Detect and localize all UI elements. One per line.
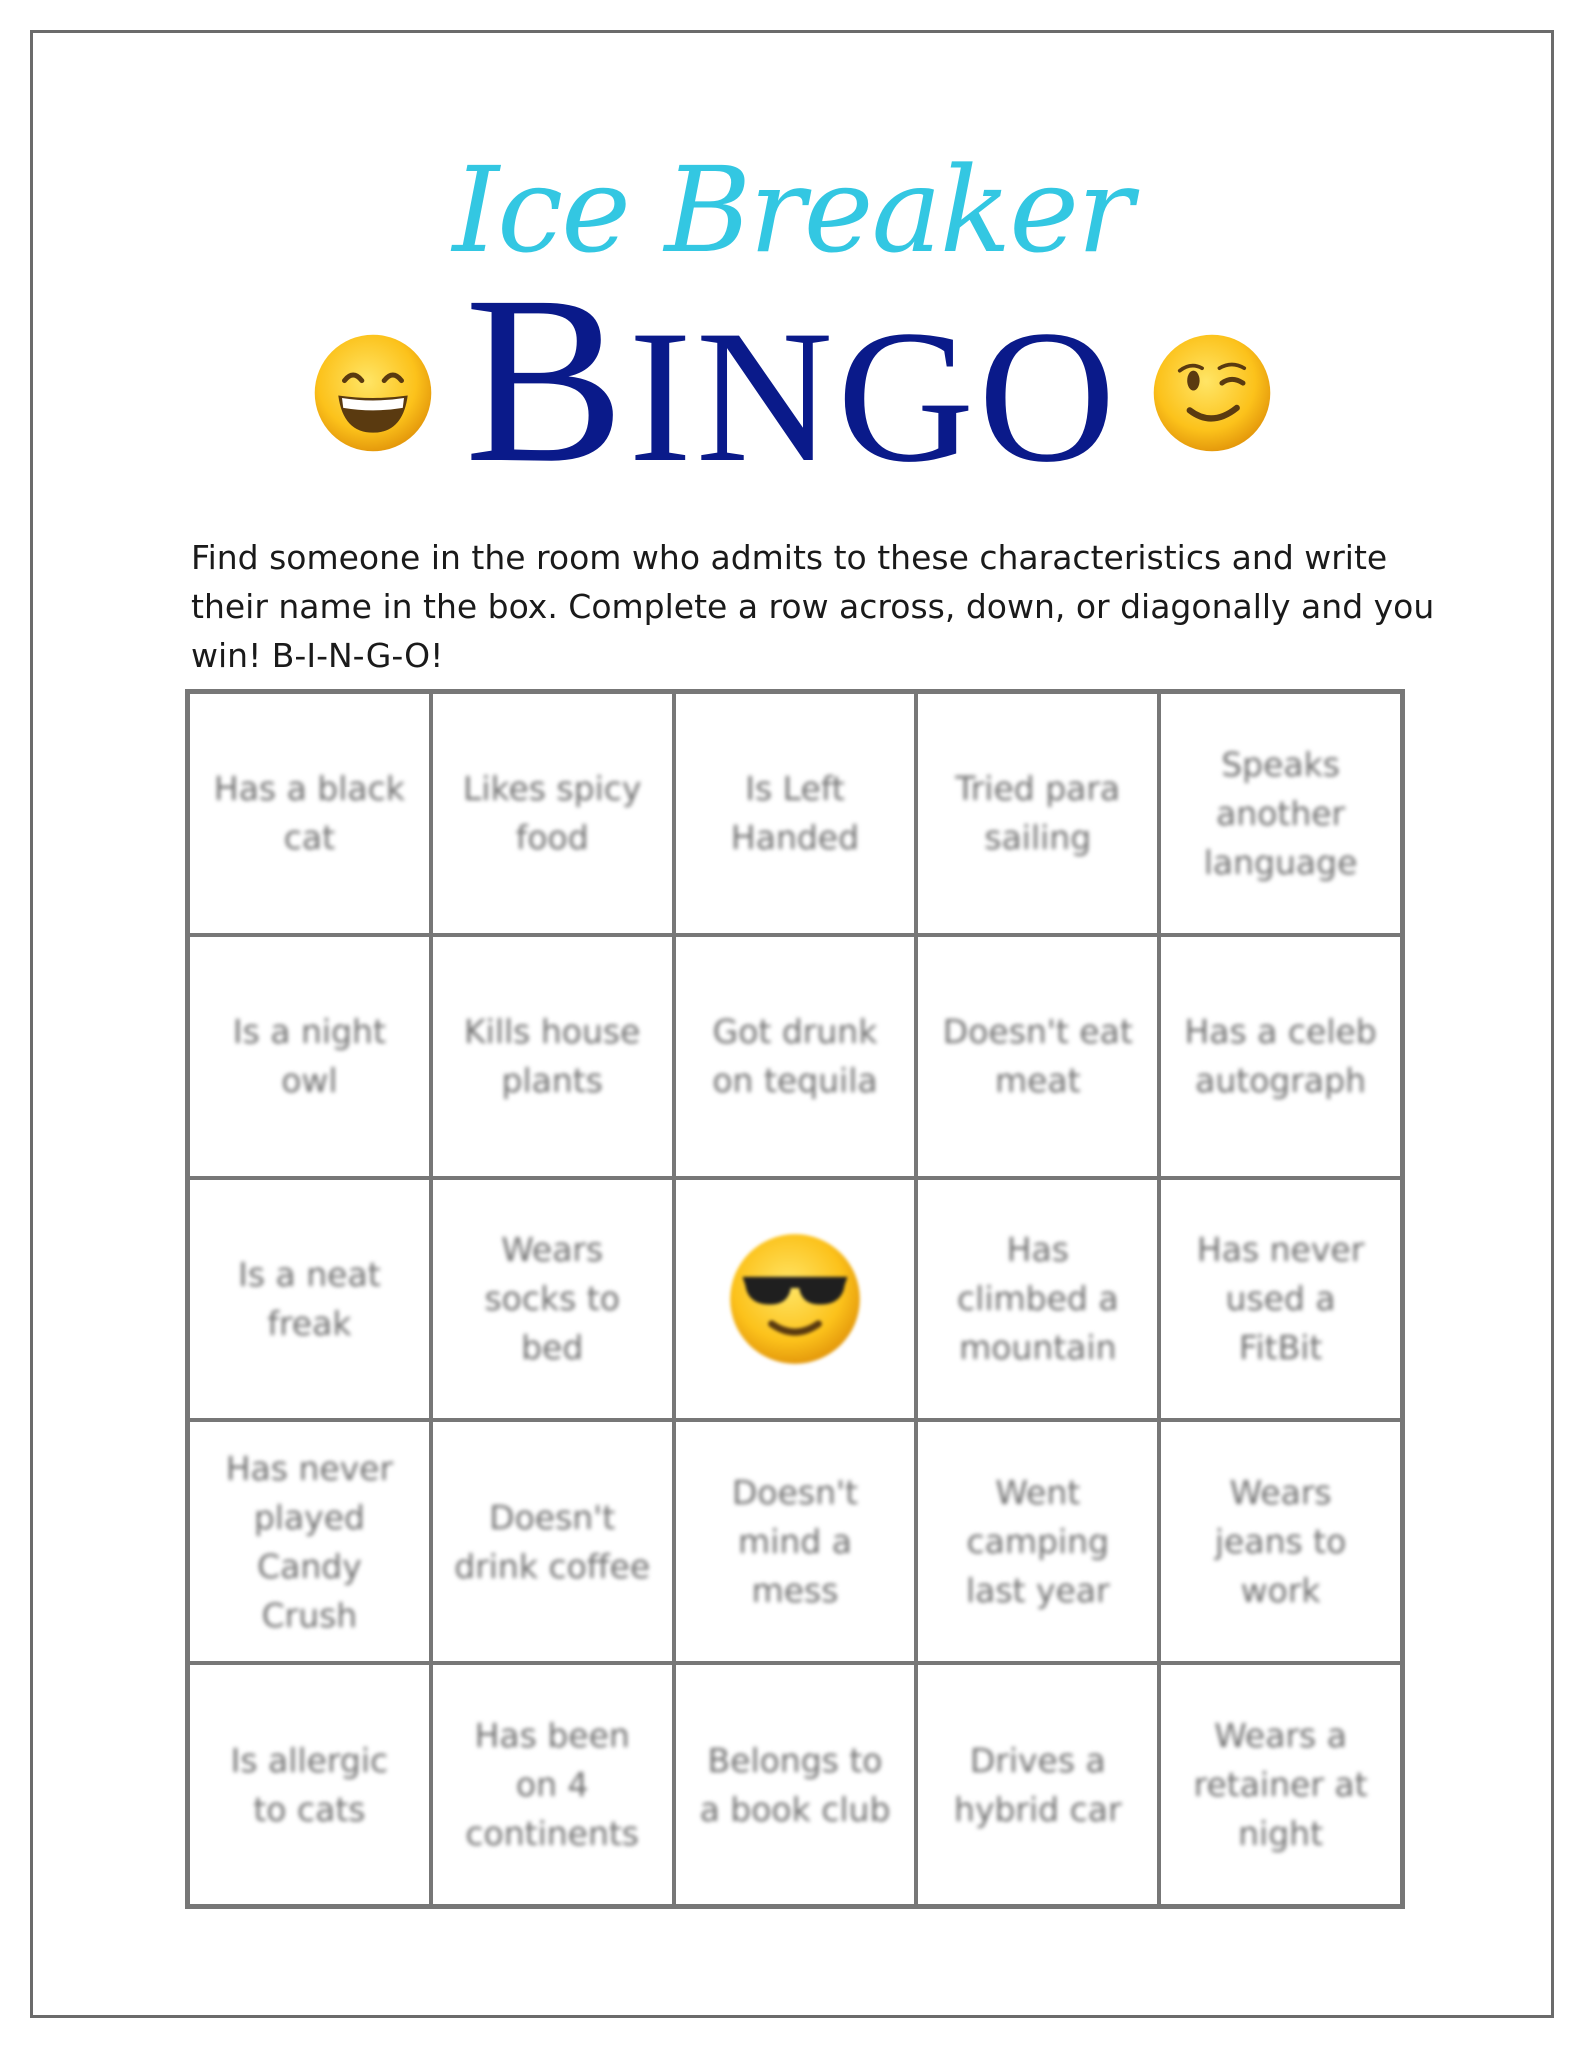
cell-label: Doesn't mind a mess bbox=[731, 1473, 858, 1611]
bingo-cell[interactable] bbox=[431, 692, 674, 935]
cell-label: Went camping last year bbox=[965, 1473, 1110, 1611]
cell-label: Has a celeb autograph bbox=[1184, 1012, 1377, 1101]
bingo-cell[interactable] bbox=[916, 935, 1159, 1178]
bingo-cell[interactable] bbox=[916, 1663, 1159, 1906]
bingo-cell[interactable] bbox=[916, 1178, 1159, 1421]
cell-label: Tried para sailing bbox=[955, 769, 1121, 858]
bingo-cell[interactable] bbox=[188, 1178, 431, 1421]
bingo-cell[interactable] bbox=[188, 1420, 431, 1663]
cell-label: Wears socks to bed bbox=[484, 1230, 620, 1368]
cell-label: Has never played Candy Crush bbox=[225, 1448, 394, 1635]
grinning-face-icon bbox=[311, 331, 435, 455]
cell-label: Is a neat freak bbox=[238, 1254, 381, 1343]
cell-label: Is a night owl bbox=[232, 1012, 386, 1101]
bingo-cell[interactable] bbox=[1159, 1420, 1402, 1663]
cell-label: Belongs to a book club bbox=[699, 1740, 891, 1829]
winking-face-icon bbox=[1150, 331, 1274, 455]
cell-label: Wears a retainer at night bbox=[1193, 1716, 1368, 1854]
sunglasses-face-icon bbox=[726, 1230, 864, 1368]
bingo-cell[interactable] bbox=[431, 935, 674, 1178]
cell-label: Has been on 4 continents bbox=[465, 1716, 639, 1854]
cell-label: Speaks another language bbox=[1203, 744, 1358, 882]
cell-label: Has never used a FitBit bbox=[1196, 1230, 1365, 1368]
cell-label: Wears jeans to work bbox=[1214, 1473, 1347, 1611]
bingo-title bbox=[464, 246, 1120, 512]
free-space-cell[interactable] bbox=[674, 1178, 917, 1421]
bingo-sheet bbox=[30, 30, 1554, 2018]
bingo-cell[interactable] bbox=[916, 692, 1159, 935]
bingo-cell[interactable] bbox=[674, 1663, 917, 1906]
bingo-cell[interactable] bbox=[188, 1663, 431, 1906]
bingo-cell[interactable] bbox=[431, 1420, 674, 1663]
cell-label: Doesn't drink coffee bbox=[454, 1497, 651, 1586]
cell-label: Kills house plants bbox=[464, 1012, 641, 1101]
instructions-text: Find someone in the room who admits to these characteristics and write their name in the box. Complete a row across, down, or diagonally and you win! B-I-N-G-O! bbox=[191, 538, 1435, 675]
cell-label: Likes spicy food bbox=[462, 769, 642, 858]
bingo-cell[interactable] bbox=[674, 935, 917, 1178]
bingo-cell[interactable] bbox=[431, 1663, 674, 1906]
cell-label: Got drunk on tequila bbox=[712, 1012, 878, 1101]
cell-label: Has a black cat bbox=[213, 769, 405, 858]
bingo-cell[interactable] bbox=[1159, 1178, 1402, 1421]
cell-label: Is Left Handed bbox=[730, 769, 860, 858]
bingo-cell[interactable] bbox=[674, 1420, 917, 1663]
bingo-rest-letters: INGO bbox=[628, 292, 1120, 502]
bingo-cell[interactable] bbox=[674, 692, 917, 935]
bingo-cell[interactable] bbox=[1159, 692, 1402, 935]
bingo-grid bbox=[185, 689, 1405, 1909]
cell-label: Drives a hybrid car bbox=[954, 1740, 1122, 1829]
cell-label: Is allergic to cats bbox=[230, 1740, 389, 1829]
bingo-first-letter: B bbox=[464, 246, 629, 512]
cell-label: Has climbed a mountain bbox=[957, 1230, 1119, 1368]
bingo-cell[interactable] bbox=[1159, 935, 1402, 1178]
bingo-cell[interactable] bbox=[188, 692, 431, 935]
cell-label: Doesn't eat meat bbox=[942, 1012, 1133, 1101]
bingo-cell[interactable] bbox=[431, 1178, 674, 1421]
bingo-title-row bbox=[33, 246, 1551, 512]
bingo-cell[interactable] bbox=[188, 935, 431, 1178]
script-title: Ice Breaker bbox=[452, 141, 1132, 279]
bingo-cell[interactable] bbox=[1159, 1663, 1402, 1906]
bingo-cell[interactable] bbox=[916, 1420, 1159, 1663]
